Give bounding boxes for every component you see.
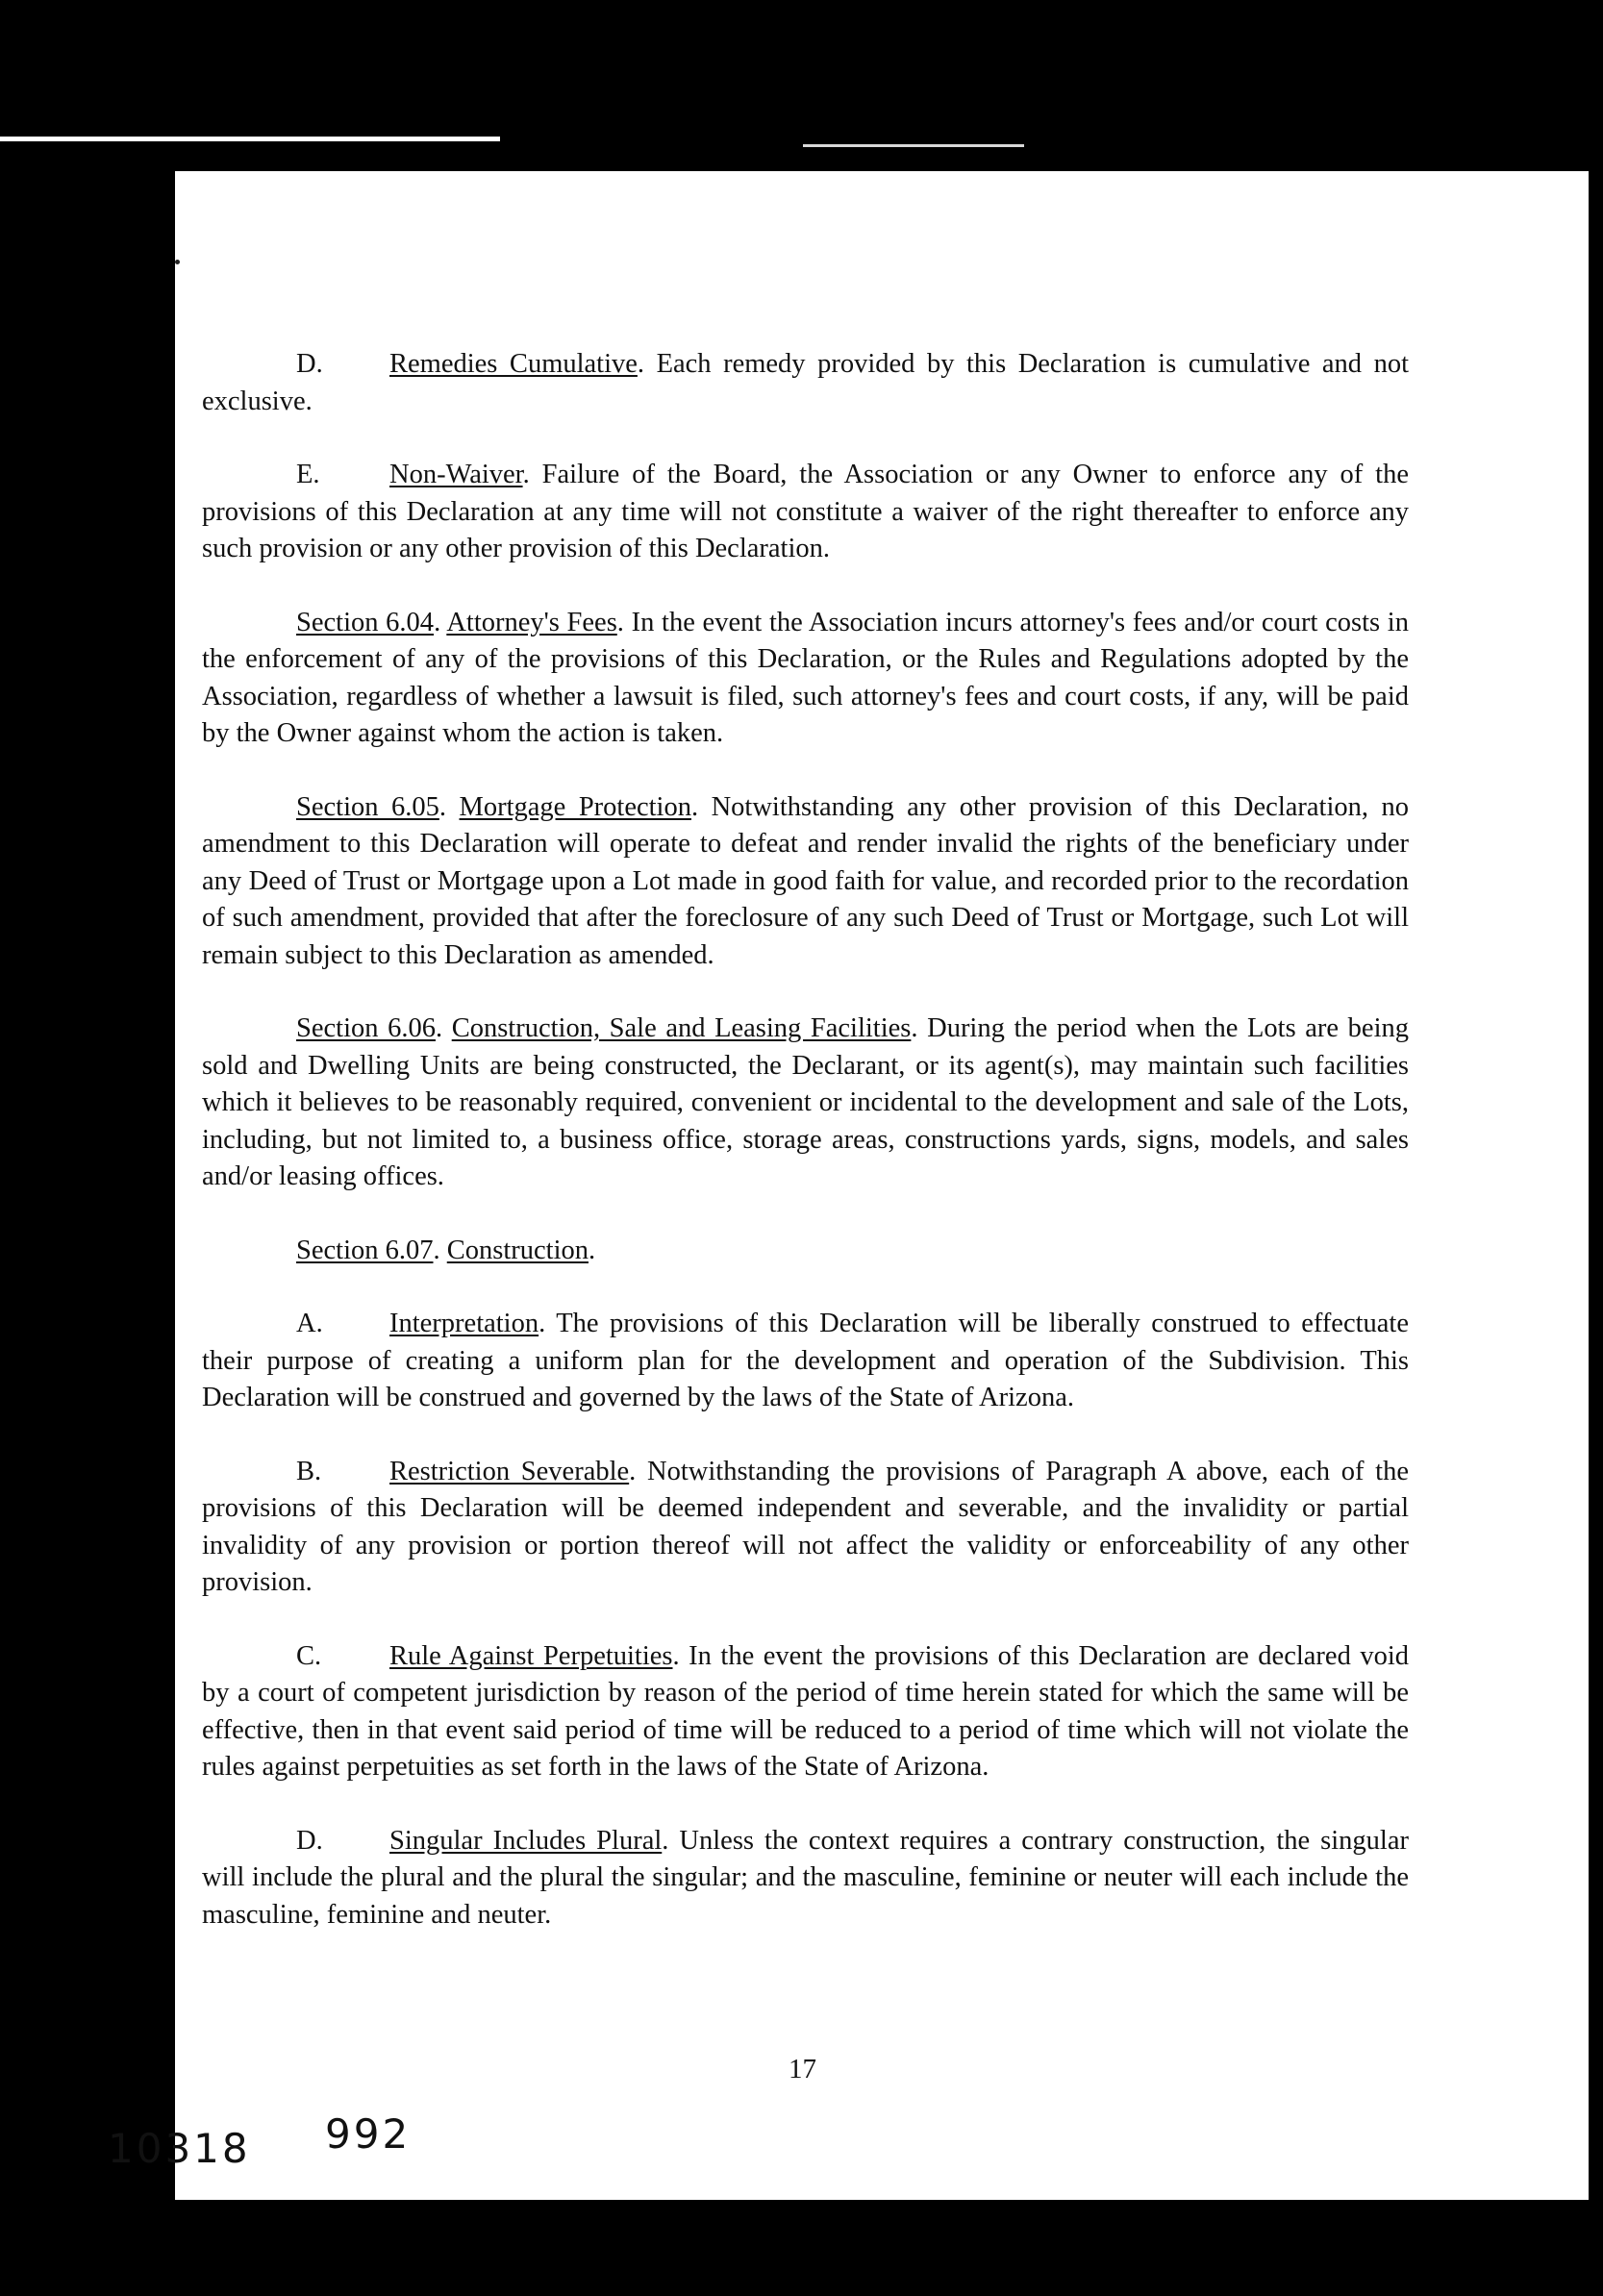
section-6-05-mortgage-protection: Section 6.05. Mortgage Protection. Notwithstanding any other provision of this Declaration, no amendment to this Declaration will operate to defeat and render invalid the rights of the beneficiary under any Deed of Trust or Mortgage upon a Lot made in good faith for value, and recorded prior to the recordation of such amendment, provided that after the foreclosure of any such Deed of Trust or Mortgage, such Lot will remain subject to this Declaration as amended. xyxy=(202,791,1409,970)
paragraph-marker: D. xyxy=(296,1825,323,1856)
document-body xyxy=(202,346,1409,1970)
section-6-07-construction: Section 6.07. Construction. xyxy=(296,1235,596,1265)
section-text: . Notwithstanding any other provision of this Declaration, no amendment to this Declaration will operate to defeat and render invalid the rights of the beneficiary under any Deed of Trust or Mortgage upon a Lot made in good faith for value, and recorded prior to the recordation of such amendment, provided that after the foreclosure of any such Deed of Trust or Mortgage, such Lot will remain subject to this Declaration as amended. xyxy=(202,791,1409,970)
scan-speck xyxy=(175,260,180,264)
paragraph-rule-against-perpetuities xyxy=(202,1638,1409,1786)
paragraph-text: . In the event the provisions of this Declaration are declared void by a court of competent jurisdiction by reason of the period of time herein stated for which the same will be effective, then in that event said period of time will be reduced to a period of time which will not violate the rules against perpetuities as set forth in the laws of the State of Arizona. xyxy=(202,1640,1410,1782)
section-number: Section 6.05 xyxy=(296,791,439,822)
scan-edge-line-secondary xyxy=(803,144,1024,147)
recording-stamp-number: 10318 xyxy=(108,2125,251,2172)
paragraph-title: Rule Against Perpetuities xyxy=(389,1640,673,1671)
section-number: Section 6.07 xyxy=(296,1235,434,1265)
paragraph-marker: D. xyxy=(296,349,323,379)
paragraph-title: Singular Includes Plural xyxy=(389,1825,663,1856)
paragraph-text: . Each remedy provided by this Declaration is cumulative and not exclusive. xyxy=(202,349,1410,416)
paragraph-marker: B. xyxy=(296,1456,322,1486)
section-6-04-attorneys-fees: Section 6.04. Attorney's Fees. In the event the Association incurs attorney's fees and/or court costs in the enforcement of any of the provisions of this Declaration, or the Rules and Regulations adopted by the Association, regardless of whether a lawsuit is filed, such attorney's fees and court costs, if any, will be paid by the Owner against whom the action is taken. xyxy=(202,607,1409,748)
paragraph-restriction-severable xyxy=(202,1454,1409,1602)
paragraph-marker: E. xyxy=(296,460,320,489)
section-text: . During the period when the Lots are being sold and Dwelling Units are being constructed, the Declarant, or its agent(s), may maintain such facilities which it believes to be reasonably required, convenient or incidental to the development and sale of the Lots, including, but not limited to, a business office, storage areas, constructions yards, signs, models, and sales and/or leasing offices. xyxy=(202,1013,1409,1191)
section-title: Construction, Sale and Leasing Facilities xyxy=(451,1013,912,1043)
paragraph-interpretation xyxy=(202,1306,1409,1417)
paragraph-singular-includes-plural xyxy=(202,1823,1409,1934)
section-title: Construction xyxy=(446,1235,589,1265)
paragraph-text: . Unless the context requires a contrary construction, the singular will include the plural and the plural the singular; and the masculine, feminine or neuter will each include the masculine, feminine and neuter. xyxy=(202,1825,1409,1930)
page-number: 17 xyxy=(789,2054,816,2084)
paragraph-marker: A. xyxy=(296,1309,323,1338)
paragraph-remedies-cumulative xyxy=(202,346,1409,420)
paragraph-non-waiver xyxy=(202,457,1409,568)
section-title: Attorney's Fees xyxy=(446,607,617,637)
section-6-06-construction-sale-leasing: Section 6.06. Construction, Sale and Leasing Facilities. During the period when the Lots are being sold and Dwelling Units are being constructed, the Declarant, or its agent(s), may maintain such facilities which it believes to be reasonably required, convenient or incidental to the development and sale of the Lots, including, but not limited to, a business office, storage areas, constructions yards, signs, models, and sales and/or leasing offices. xyxy=(202,1013,1409,1191)
paragraph-title: Interpretation xyxy=(389,1309,539,1338)
paragraph-title: Restriction Severable xyxy=(389,1456,630,1486)
scan-edge-line xyxy=(0,137,500,141)
recording-stamp-page: 992 xyxy=(325,2110,412,2158)
paragraph-marker: C. xyxy=(296,1640,322,1671)
section-number: Section 6.06 xyxy=(296,1013,436,1043)
section-text: . In the event the Association incurs attorney's fees and/or court costs in the enforcement of any of the provisions of this Declaration, or the Rules and Regulations adopted by the Association, regardless of whether a lawsuit is filed, such attorney's fees and court costs, if any, will be paid by the Owner against whom the action is taken. xyxy=(202,607,1409,748)
paragraph-text: . Notwithstanding the provisions of Paragraph A above, each of the provisions of this Declaration will be deemed independent and severable, and the invalidity or partial invalidity of any provision or portion thereof will not affect the validity or enforceability of any other provision. xyxy=(202,1456,1409,1597)
paragraph-title: Remedies Cumulative xyxy=(389,349,638,379)
paragraph-title: Non-Waiver xyxy=(389,460,523,489)
section-number: Section 6.04 xyxy=(296,607,435,637)
paragraph-text: . Failure of the Board, the Association or any Owner to enforce any of the provisions of this Declaration at any time will not constitute a waiver of the right thereafter to enforce any such provision or any other provision of this Declaration. xyxy=(202,460,1409,563)
section-text: . xyxy=(589,1235,596,1265)
section-title: Mortgage Protection xyxy=(459,791,691,822)
paragraph-text: . The provisions of this Declaration will be liberally construed to effectuate their purpose of creating a uniform plan for the development and operation of the Subdivision. This Declaration will be construed and governed by the laws of the State of Arizona. xyxy=(202,1309,1409,1412)
